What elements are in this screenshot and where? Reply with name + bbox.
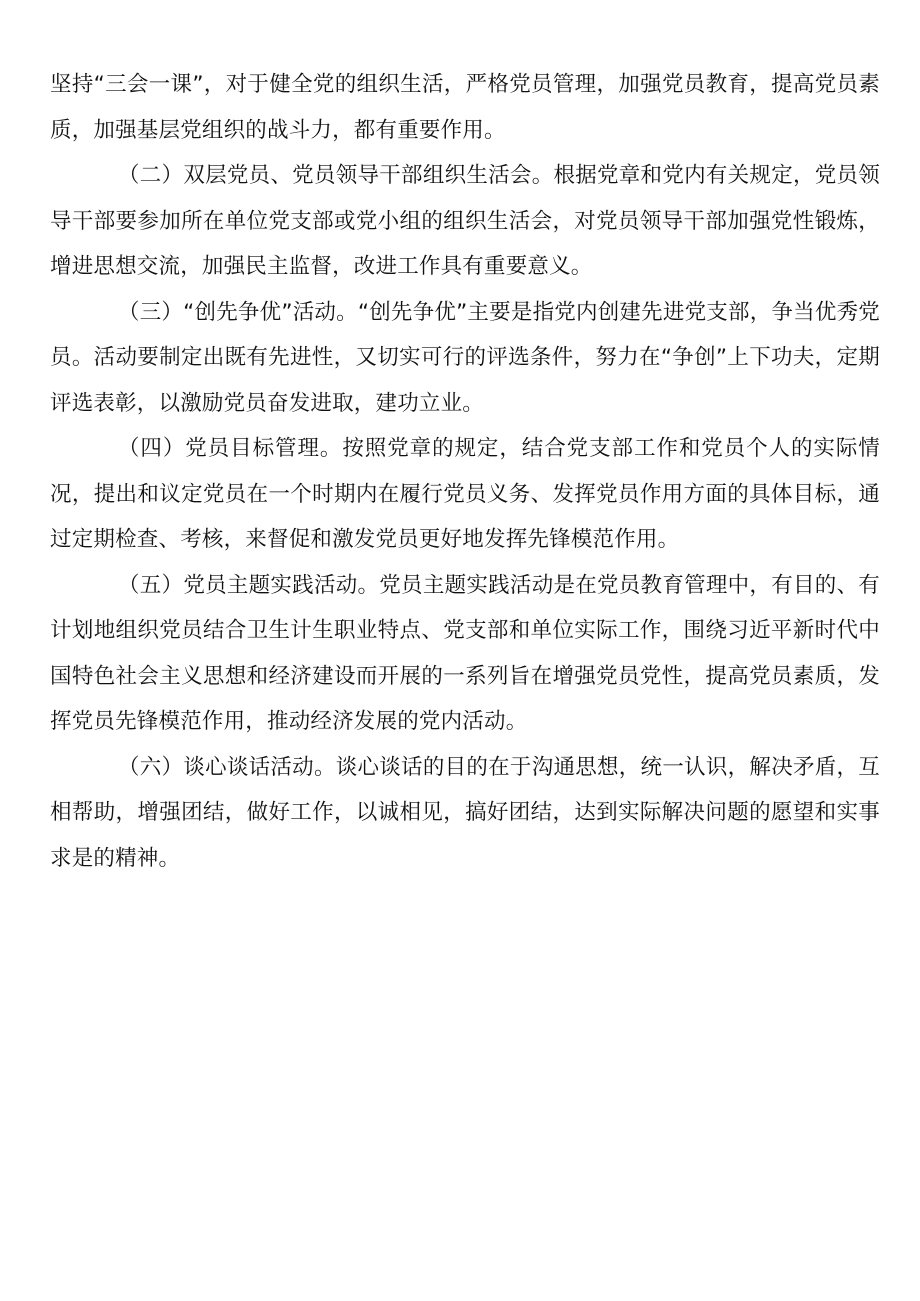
paragraph-continuation: 坚持“三会一课”，对于健全党的组织生活，严格党员管理，加强党员教育，提高党员素质，加强基层党组织的战斗力，都有重要作用。 [50, 72, 880, 143]
paragraph-section-3: （三）“创先争优”活动。“创先争优”主要是指党内创建先进党支部，争当优秀党员。活动要制定出既有先进性，又切实可行的评选条件，努力在“争创”上下功夫，定期评选表彰，以激励党员奋发进取，建功立业。 [50, 299, 880, 416]
document-page [50, 62, 880, 881]
paragraph-section-2: （二）双层党员、党员领导干部组织生活会。根据党章和党内有关规定，党员领导干部要参加所在单位党支部或党小组的组织生活会，对党员领导干部加强党性锻炼，增进思想交流，加强民主监督，改进工作具有重要意义。 [50, 163, 880, 279]
paragraph-section-6: （六）谈心谈话活动。谈心谈话的目的在于沟通思想，统一认识，解决矛盾，互相帮助，增强团结，做好工作，以诚相见，搞好团结，达到实际解决问题的愿望和实事求是的精神。 [50, 754, 880, 871]
paragraph-section-4: （四）党员目标管理。按照党章的规定，结合党支部工作和党员个人的实际情况，提出和议定党员在一个时期内在履行党员义务、发挥党员作用方面的具体目标，通过定期检查、考核，来督促和激发党员更好地发挥先锋模范作用。 [50, 436, 880, 552]
paragraph-section-5: （五）党员主题实践活动。党员主题实践活动是在党员教育管理中，有目的、有计划地组织党员结合卫生计生职业特点、党支部和单位实际工作，围绕习近平新时代中国特色社会主义思想和经济建设而开展的一系列旨在增强党员党性，提高党员素质，发挥党员先锋模范作用，推动经济发展的党内活动。 [50, 572, 880, 734]
